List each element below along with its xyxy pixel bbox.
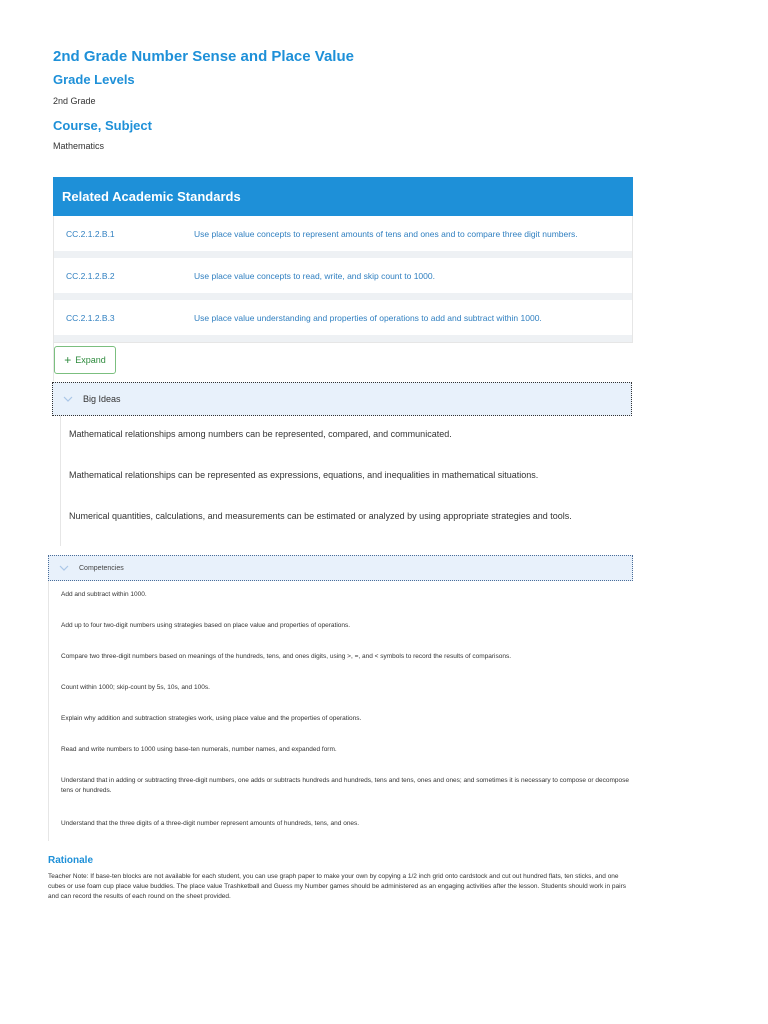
standards-heading: Related Academic Standards <box>53 177 633 216</box>
page-title: 2nd Grade Number Sense and Place Value <box>53 48 354 65</box>
standard-code[interactable]: CC.2.1.2.B.3 <box>66 312 115 323</box>
big-ideas-list <box>60 416 633 546</box>
standard-description[interactable]: Use place value understanding and properties of operations to add and subtract within 1000. <box>194 312 542 323</box>
list-item: Mathematical relationships can be represented as expressions, equations, and inequalities in mathematical situations. <box>69 470 539 480</box>
standard-description[interactable]: Use place value concepts to represent amounts of tens and ones and to compare three digit numbers. <box>194 228 578 239</box>
plus-icon: + <box>64 353 72 367</box>
chevron-down-icon <box>63 394 73 404</box>
list-item: Compare two three-digit numbers based on meanings of the hundreds, tens, and ones digits, using >, =, and < symbols to record the results of comparisons. <box>61 653 512 660</box>
big-ideas-heading: Big Ideas <box>83 394 121 404</box>
standard-row[interactable] <box>53 300 633 335</box>
expand-area <box>53 342 633 381</box>
chevron-down-icon <box>59 563 69 573</box>
expand-button[interactable] <box>54 346 116 374</box>
standard-code[interactable]: CC.2.1.2.B.1 <box>66 228 115 239</box>
grade-levels-value: 2nd Grade <box>53 96 96 106</box>
list-item: Explain why addition and subtraction strategies work, using place value and the properties of operations. <box>61 715 362 722</box>
standard-row[interactable] <box>53 216 633 251</box>
list-item: Read and write numbers to 1000 using base-ten numerals, number names, and expanded form. <box>61 746 337 753</box>
list-item: Understand that the three digits of a three-digit number represent amounts of hundreds, tens, and ones. <box>61 820 360 827</box>
standard-description[interactable]: Use place value concepts to read, write, and skip count to 1000. <box>194 270 435 281</box>
expand-label: Expand <box>75 355 106 365</box>
course-subject-heading: Course, Subject <box>53 118 152 133</box>
row-divider <box>53 251 633 258</box>
list-item: Add up to four two-digit numbers using strategies based on place value and properties of operations. <box>61 622 351 629</box>
standards-panel <box>53 177 633 381</box>
row-divider <box>53 293 633 300</box>
rationale-text: Teacher Note: If base-ten blocks are not available for each student, you can use graph paper to make your own by copying a 1/2 inch grid onto cardstock and cut out hundred flats, ten sticks, and one cubes or use foam cup place value buddies. The place value Trashketball and Guess my Number games should be administered as an engaging activities after the lesson. Students should work in pairs and can record the results of each round on the sheet provided. <box>48 873 626 900</box>
course-subject-value: Mathematics <box>53 141 105 151</box>
standard-code[interactable]: CC.2.1.2.B.2 <box>66 270 115 281</box>
big-ideas-accordion-header[interactable] <box>52 382 632 416</box>
list-item: Count within 1000; skip-count by 5s, 10s, and 100s. <box>61 684 210 691</box>
competencies-accordion-header[interactable] <box>48 555 633 581</box>
list-item: Add and subtract within 1000. <box>61 591 147 598</box>
competencies-heading: Competencies <box>79 564 124 572</box>
rationale-heading: Rationale <box>48 855 94 866</box>
list-item: Mathematical relationships among numbers can be represented, compared, and communicated. <box>69 429 452 439</box>
standard-row[interactable] <box>53 258 633 293</box>
list-item: Understand that in adding or subtracting three-digit numbers, one adds or subtracts hundreds and hundreds, tens and tens, ones and ones; and sometimes it is necessary to compose or decompose tens or hundreds. <box>61 777 630 794</box>
competencies-list <box>48 581 634 841</box>
list-item: Numerical quantities, calculations, and measurements can be estimated or analyzed by using appropriate strategies and tools. <box>69 511 572 521</box>
grade-levels-heading: Grade Levels <box>53 72 135 87</box>
row-divider <box>53 335 633 342</box>
